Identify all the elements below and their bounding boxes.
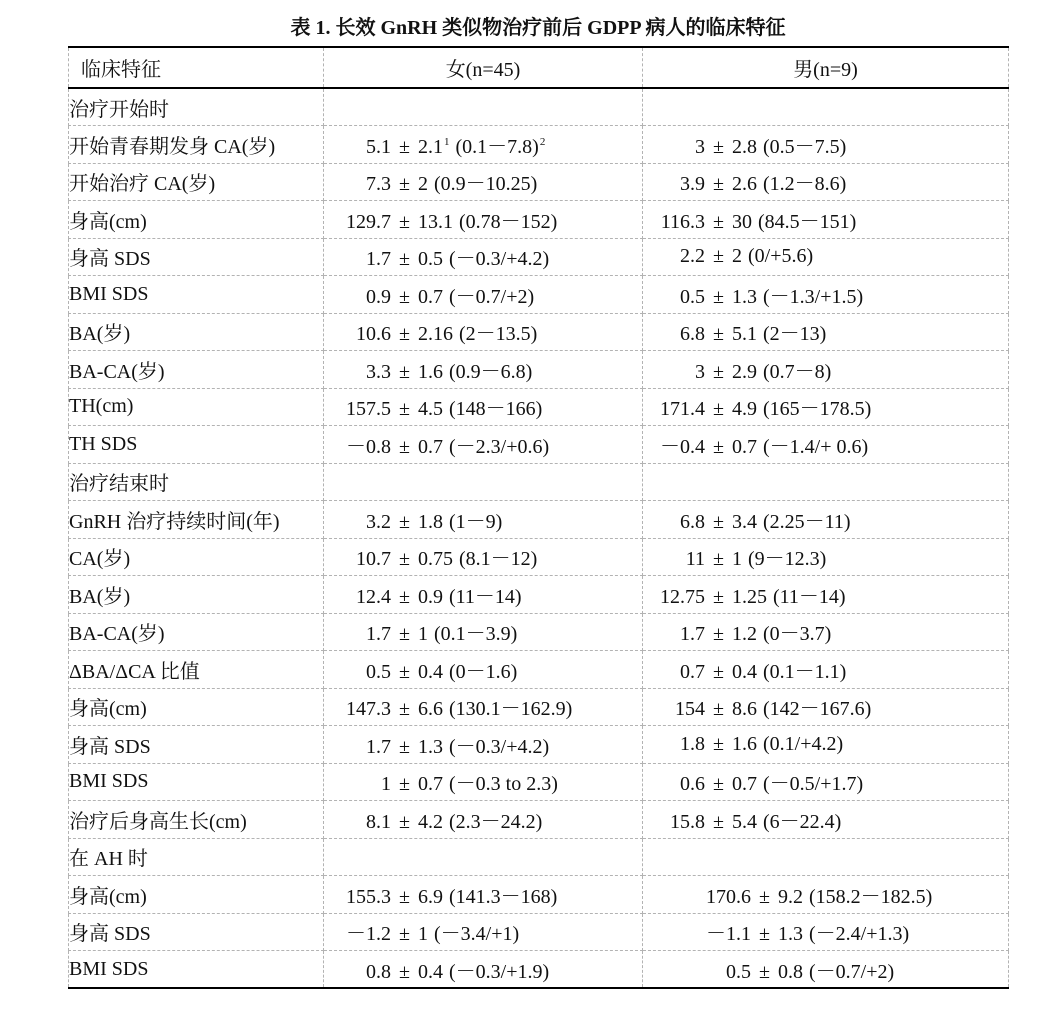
female-value-cell bbox=[324, 913, 643, 951]
mean-value: 3.2 bbox=[366, 510, 391, 533]
feature-label: BA-CA(岁) bbox=[69, 613, 324, 651]
plus-minus-sign: ± bbox=[399, 660, 410, 683]
male-value-cell bbox=[643, 201, 1009, 239]
range-value: (－0.3/+1.9) bbox=[448, 960, 550, 983]
mean-value: 6.8 bbox=[680, 323, 705, 346]
feature-label: BMI SDS bbox=[69, 276, 324, 314]
sd-value: 1.3 bbox=[731, 285, 757, 308]
feature-label: GnRH 治疗持续时间(年) bbox=[69, 501, 324, 539]
range-value: (148－166) bbox=[448, 398, 543, 421]
feature-label: CA(岁) bbox=[69, 538, 324, 576]
mean-value: －1.1 bbox=[706, 923, 751, 946]
range-value: (141.3－168) bbox=[448, 885, 558, 908]
plus-minus-sign: ± bbox=[399, 360, 410, 383]
female-value-cell bbox=[324, 163, 643, 201]
female-value-cell bbox=[324, 951, 643, 989]
range-value: (－2.3/+0.6) bbox=[448, 435, 550, 458]
range-value: (130.1－162.9) bbox=[448, 698, 573, 721]
plus-minus-sign: ± bbox=[399, 285, 410, 308]
feature-label: BMI SDS bbox=[69, 951, 324, 989]
female-value-cell bbox=[324, 388, 643, 426]
plus-minus-sign: ± bbox=[399, 623, 410, 646]
table-body bbox=[69, 88, 1009, 988]
mean-value: 171.4 bbox=[660, 398, 705, 421]
section-row bbox=[69, 463, 1009, 501]
female-value-cell bbox=[324, 726, 643, 764]
female-value-cell bbox=[324, 126, 643, 164]
mean-value: 1.7 bbox=[680, 623, 705, 646]
sd-value: 0.7 bbox=[731, 773, 757, 796]
table-row bbox=[69, 313, 1009, 351]
plus-minus-sign: ± bbox=[713, 623, 724, 646]
range-value: (11－14) bbox=[772, 585, 846, 608]
plus-minus-sign: ± bbox=[399, 698, 410, 721]
range-value: (6－22.4) bbox=[762, 810, 842, 833]
male-value-cell bbox=[643, 651, 1009, 689]
range-value: (0.1/+4.2) bbox=[762, 732, 844, 755]
mean-value: 0.5 bbox=[680, 285, 705, 308]
female-value-cell bbox=[324, 576, 643, 614]
male-value-cell bbox=[643, 726, 1009, 764]
male-value-cell bbox=[643, 351, 1009, 389]
table-row bbox=[69, 613, 1009, 651]
sd-value: 0.5 bbox=[417, 248, 443, 271]
sd-value: 2.6 bbox=[731, 173, 757, 196]
range-value: (0－1.6) bbox=[448, 660, 518, 683]
table-row bbox=[69, 351, 1009, 389]
plus-minus-sign: ± bbox=[713, 323, 724, 346]
sd-value: 6.6 bbox=[417, 698, 443, 721]
male-value-cell bbox=[643, 238, 1009, 276]
plus-minus-sign: ± bbox=[399, 510, 410, 533]
range-value: (－0.3/+4.2) bbox=[448, 735, 550, 758]
table-row bbox=[69, 163, 1009, 201]
plus-minus-sign: ± bbox=[759, 923, 770, 946]
plus-minus-sign: ± bbox=[713, 210, 724, 233]
footnote-marker: 1 bbox=[443, 135, 450, 148]
footnote-marker: 2 bbox=[539, 135, 546, 148]
plus-minus-sign: ± bbox=[399, 923, 410, 946]
sd-value: 5.1 bbox=[731, 323, 757, 346]
plus-minus-sign: ± bbox=[399, 735, 410, 758]
range-value: (0.78－152) bbox=[458, 210, 558, 233]
sd-value: 0.7 bbox=[417, 435, 443, 458]
clinical-characteristics-table bbox=[68, 46, 1009, 989]
sd-value: 2.1 bbox=[417, 135, 443, 158]
feature-label: BA-CA(岁) bbox=[69, 351, 324, 389]
plus-minus-sign: ± bbox=[399, 135, 410, 158]
plus-minus-sign: ± bbox=[713, 698, 724, 721]
mean-value: 170.6 bbox=[706, 885, 751, 908]
female-value-cell bbox=[324, 763, 643, 801]
male-value-cell bbox=[643, 801, 1009, 839]
feature-label: 开始治疗 CA(岁) bbox=[69, 163, 324, 201]
plus-minus-sign: ± bbox=[713, 548, 724, 571]
male-value-cell bbox=[643, 763, 1009, 801]
plus-minus-sign: ± bbox=[759, 885, 770, 908]
female-value-cell bbox=[324, 876, 643, 914]
plus-minus-sign: ± bbox=[399, 173, 410, 196]
empty-cell bbox=[324, 838, 643, 876]
plus-minus-sign: ± bbox=[399, 810, 410, 833]
sd-value: 3.4 bbox=[731, 510, 757, 533]
table-row bbox=[69, 538, 1009, 576]
sd-value: 1 bbox=[417, 623, 428, 646]
sd-value: 13.1 bbox=[417, 210, 453, 233]
mean-value: 1.7 bbox=[366, 735, 391, 758]
female-value-cell bbox=[324, 501, 643, 539]
female-value-cell bbox=[324, 238, 643, 276]
sd-value: 0.4 bbox=[731, 660, 757, 683]
sd-value: 1.2 bbox=[731, 623, 757, 646]
plus-minus-sign: ± bbox=[713, 435, 724, 458]
empty-cell bbox=[643, 463, 1009, 501]
plus-minus-sign: ± bbox=[399, 435, 410, 458]
range-value: (8.1－12) bbox=[458, 548, 538, 571]
sd-value: 0.7 bbox=[417, 285, 443, 308]
table-row bbox=[69, 726, 1009, 764]
sd-value: 1.3 bbox=[417, 735, 443, 758]
female-value-cell bbox=[324, 313, 643, 351]
mean-value: 0.9 bbox=[366, 285, 391, 308]
range-value: (11－14) bbox=[448, 585, 522, 608]
sd-value: 1.6 bbox=[417, 360, 443, 383]
plus-minus-sign: ± bbox=[399, 773, 410, 796]
mean-value: 3 bbox=[695, 135, 705, 158]
sd-value: 0.7 bbox=[417, 773, 443, 796]
mean-value: －0.4 bbox=[660, 435, 705, 458]
sd-value: 0.75 bbox=[417, 548, 453, 571]
range-value: (0.5－7.5) bbox=[762, 135, 847, 158]
plus-minus-sign: ± bbox=[399, 960, 410, 983]
plus-minus-sign: ± bbox=[759, 960, 770, 983]
plus-minus-sign: ± bbox=[713, 135, 724, 158]
range-value: (－1.3/+1.5) bbox=[762, 285, 864, 308]
sd-value: 4.5 bbox=[417, 398, 443, 421]
feature-label: TH(cm) bbox=[69, 388, 324, 426]
plus-minus-sign: ± bbox=[713, 245, 724, 268]
plus-minus-sign: ± bbox=[713, 398, 724, 421]
range-value: (0.9－6.8) bbox=[448, 360, 533, 383]
mean-value: 129.7 bbox=[346, 210, 391, 233]
sd-value: 2.9 bbox=[731, 360, 757, 383]
mean-value: 155.3 bbox=[346, 885, 391, 908]
sd-value: 4.9 bbox=[731, 398, 757, 421]
male-value-cell bbox=[643, 576, 1009, 614]
table-row bbox=[69, 876, 1009, 914]
range-value: (0.1－1.1) bbox=[762, 660, 847, 683]
mean-value: 15.8 bbox=[670, 810, 705, 833]
plus-minus-sign: ± bbox=[713, 510, 724, 533]
empty-cell bbox=[643, 838, 1009, 876]
feature-label: BMI SDS bbox=[69, 763, 324, 801]
sd-value: 6.9 bbox=[417, 885, 443, 908]
header-male: 男(n=9) bbox=[643, 47, 1009, 88]
sd-value: 0.4 bbox=[417, 660, 443, 683]
table-row bbox=[69, 426, 1009, 464]
sd-value: 1.6 bbox=[731, 732, 757, 755]
male-value-cell bbox=[643, 538, 1009, 576]
female-value-cell bbox=[324, 801, 643, 839]
mean-value: 3.9 bbox=[680, 173, 705, 196]
mean-value: 10.6 bbox=[356, 323, 391, 346]
range-value: (－3.4/+1) bbox=[433, 923, 520, 946]
plus-minus-sign: ± bbox=[399, 398, 410, 421]
empty-cell bbox=[324, 88, 643, 126]
male-value-cell bbox=[643, 426, 1009, 464]
sd-value: 1 bbox=[417, 923, 428, 946]
mean-value: 1.7 bbox=[366, 248, 391, 271]
plus-minus-sign: ± bbox=[399, 885, 410, 908]
plus-minus-sign: ± bbox=[713, 360, 724, 383]
sd-value: 9.2 bbox=[777, 885, 803, 908]
sd-value: 1.25 bbox=[731, 585, 767, 608]
table-row bbox=[69, 238, 1009, 276]
feature-label: 开始青春期发身 CA(岁) bbox=[69, 126, 324, 164]
male-value-cell bbox=[643, 913, 1009, 951]
mean-value: 0.5 bbox=[726, 960, 751, 983]
mean-value: 0.7 bbox=[680, 660, 705, 683]
range-value: (－0.7/+2) bbox=[808, 960, 895, 983]
male-value-cell bbox=[643, 613, 1009, 651]
feature-label: 身高(cm) bbox=[69, 201, 324, 239]
header-row bbox=[69, 47, 1009, 88]
section-row bbox=[69, 838, 1009, 876]
range-value: (0.7－8) bbox=[762, 360, 832, 383]
sd-value: 1.8 bbox=[417, 510, 443, 533]
table-title: 表 1. 长效 GnRH 类似物治疗前后 GDPP 病人的临床特征 bbox=[290, 17, 786, 39]
mean-value: 0.8 bbox=[366, 960, 391, 983]
male-value-cell bbox=[643, 501, 1009, 539]
sd-value: 2.16 bbox=[417, 323, 453, 346]
table-row bbox=[69, 688, 1009, 726]
male-value-cell bbox=[643, 313, 1009, 351]
male-value-cell bbox=[643, 388, 1009, 426]
mean-value: 12.75 bbox=[660, 585, 705, 608]
table-row bbox=[69, 576, 1009, 614]
feature-label: TH SDS bbox=[69, 426, 324, 464]
sd-value: 2 bbox=[417, 173, 428, 196]
plus-minus-sign: ± bbox=[713, 660, 724, 683]
female-value-cell bbox=[324, 651, 643, 689]
header-female: 女(n=45) bbox=[324, 47, 643, 88]
feature-label: 身高(cm) bbox=[69, 876, 324, 914]
table-row bbox=[69, 501, 1009, 539]
sd-value: 2 bbox=[731, 245, 742, 268]
table-header bbox=[69, 47, 1009, 88]
female-value-cell bbox=[324, 201, 643, 239]
sd-value: 1.3 bbox=[777, 923, 803, 946]
mean-value: 157.5 bbox=[346, 398, 391, 421]
sd-value: 0.4 bbox=[417, 960, 443, 983]
sd-value: 4.2 bbox=[417, 810, 443, 833]
range-value: (1－9) bbox=[448, 510, 503, 533]
range-value: (142－167.6) bbox=[762, 698, 872, 721]
section-label: 在 AH 时 bbox=[69, 838, 324, 876]
female-value-cell bbox=[324, 688, 643, 726]
female-value-cell bbox=[324, 276, 643, 314]
sd-value: 0.7 bbox=[731, 435, 757, 458]
range-value: (2－13.5) bbox=[458, 323, 538, 346]
plus-minus-sign: ± bbox=[713, 810, 724, 833]
female-value-cell bbox=[324, 613, 643, 651]
range-value: (－0.5/+1.7) bbox=[762, 773, 864, 796]
header-feature: 临床特征 bbox=[69, 47, 324, 88]
female-value-cell bbox=[324, 426, 643, 464]
mean-value: 6.8 bbox=[680, 510, 705, 533]
range-value: (0/+5.6) bbox=[747, 245, 814, 268]
range-value: (0.1－7.8) bbox=[455, 135, 539, 158]
mean-value: 11 bbox=[685, 548, 705, 571]
sd-value: 1 bbox=[731, 548, 742, 571]
sd-value: 8.6 bbox=[731, 698, 757, 721]
mean-value: 0.5 bbox=[366, 660, 391, 683]
section-row bbox=[69, 88, 1009, 126]
female-value-cell bbox=[324, 538, 643, 576]
mean-value: 1 bbox=[381, 773, 391, 796]
table-row bbox=[69, 801, 1009, 839]
range-value: (－0.3/+4.2) bbox=[448, 248, 550, 271]
section-label: 治疗结束时 bbox=[69, 463, 324, 501]
mean-value: 12.4 bbox=[356, 585, 391, 608]
mean-value: 147.3 bbox=[346, 698, 391, 721]
sd-value: 30 bbox=[731, 210, 752, 233]
range-value: (1.2－8.6) bbox=[762, 173, 847, 196]
table-row bbox=[69, 126, 1009, 164]
mean-value: 154 bbox=[675, 698, 705, 721]
range-value: (－0.7/+2) bbox=[448, 285, 535, 308]
mean-value: 10.7 bbox=[356, 548, 391, 571]
feature-label: ΔBA/ΔCA 比值 bbox=[69, 651, 324, 689]
sd-value: 5.4 bbox=[731, 810, 757, 833]
male-value-cell bbox=[643, 276, 1009, 314]
mean-value: 0.6 bbox=[680, 773, 705, 796]
feature-label: 身高(cm) bbox=[69, 688, 324, 726]
mean-value: 5.1 bbox=[366, 135, 391, 158]
plus-minus-sign: ± bbox=[399, 210, 410, 233]
feature-label: BA(岁) bbox=[69, 313, 324, 351]
mean-value: 3.3 bbox=[366, 360, 391, 383]
range-value: (－1.4/+ 0.6) bbox=[762, 435, 869, 458]
plus-minus-sign: ± bbox=[399, 323, 410, 346]
male-value-cell bbox=[643, 126, 1009, 164]
table-row bbox=[69, 201, 1009, 239]
plus-minus-sign: ± bbox=[713, 173, 724, 196]
feature-label: 治疗后身高生长(cm) bbox=[69, 801, 324, 839]
mean-value: 1.7 bbox=[366, 623, 391, 646]
female-value-cell bbox=[324, 351, 643, 389]
table-row bbox=[69, 388, 1009, 426]
mean-value: 2.2 bbox=[680, 245, 705, 268]
range-value: (158.2－182.5) bbox=[808, 885, 933, 908]
mean-value: －1.2 bbox=[346, 923, 391, 946]
male-value-cell bbox=[643, 688, 1009, 726]
range-value: (0.9－10.25) bbox=[433, 173, 538, 196]
plus-minus-sign: ± bbox=[399, 585, 410, 608]
mean-value: 7.3 bbox=[366, 173, 391, 196]
plus-minus-sign: ± bbox=[713, 773, 724, 796]
table-row bbox=[69, 276, 1009, 314]
section-label: 治疗开始时 bbox=[69, 88, 324, 126]
plus-minus-sign: ± bbox=[713, 732, 724, 755]
range-value: (－0.3 to 2.3) bbox=[448, 773, 558, 796]
range-value: (165－178.5) bbox=[762, 398, 872, 421]
range-value: (0.1－3.9) bbox=[433, 623, 518, 646]
feature-label: 身高 SDS bbox=[69, 913, 324, 951]
sd-value: 2.8 bbox=[731, 135, 757, 158]
feature-label: BA(岁) bbox=[69, 576, 324, 614]
mean-value: 8.1 bbox=[366, 810, 391, 833]
plus-minus-sign: ± bbox=[713, 285, 724, 308]
empty-cell bbox=[324, 463, 643, 501]
table-row bbox=[69, 951, 1009, 989]
range-value: (－2.4/+1.3) bbox=[808, 923, 910, 946]
mean-value: －0.8 bbox=[346, 435, 391, 458]
range-value: (2.3－24.2) bbox=[448, 810, 543, 833]
mean-value: 1.8 bbox=[680, 732, 705, 755]
mean-value: 3 bbox=[695, 360, 705, 383]
male-value-cell bbox=[643, 951, 1009, 989]
sd-value: 0.9 bbox=[417, 585, 443, 608]
table-row bbox=[69, 913, 1009, 951]
feature-label: 身高 SDS bbox=[69, 726, 324, 764]
feature-label: 身高 SDS bbox=[69, 238, 324, 276]
plus-minus-sign: ± bbox=[399, 248, 410, 271]
range-value: (2.25－11) bbox=[762, 510, 851, 533]
plus-minus-sign: ± bbox=[399, 548, 410, 571]
sd-value: 0.8 bbox=[777, 960, 803, 983]
range-value: (0－3.7) bbox=[762, 623, 832, 646]
range-value: (2－13) bbox=[762, 323, 827, 346]
male-value-cell bbox=[643, 163, 1009, 201]
range-value: (84.5－151) bbox=[757, 210, 857, 233]
male-value-cell bbox=[643, 876, 1009, 914]
table-row bbox=[69, 651, 1009, 689]
table-row bbox=[69, 763, 1009, 801]
plus-minus-sign: ± bbox=[713, 585, 724, 608]
empty-cell bbox=[643, 88, 1009, 126]
range-value: (9－12.3) bbox=[747, 548, 827, 571]
mean-value: 116.3 bbox=[660, 210, 705, 233]
